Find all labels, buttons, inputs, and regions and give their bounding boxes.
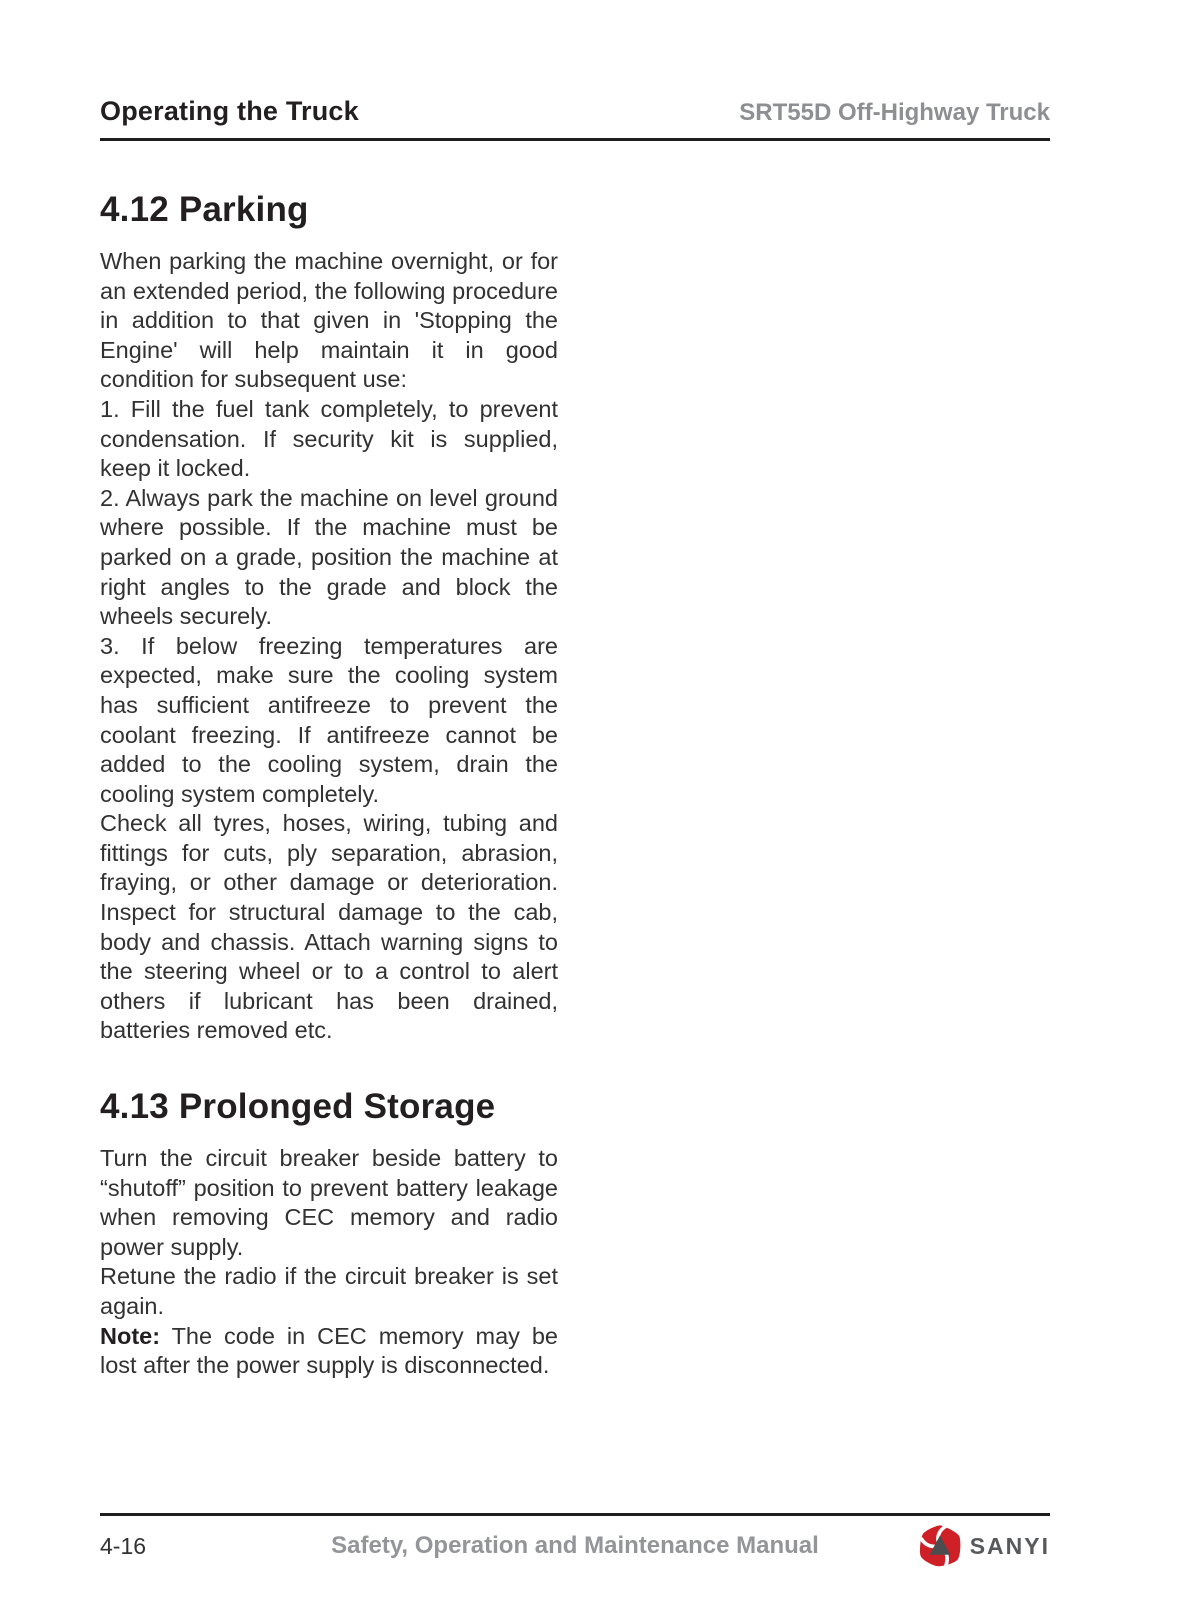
parking-item-2: 2. Always park the machine on level ground where possible. If the machine must be parked on a grade, position the machine at right angles to the grade and block the wheels securely. xyxy=(100,484,558,630)
storage-paragraph-1: Turn the circuit breaker beside battery to “shutoff” position to prevent battery leakage when removing CEC memory and radio power supply. xyxy=(100,1145,558,1260)
section-parking xyxy=(100,189,558,1046)
parking-intro-paragraph: When parking the machine overnight, or for an extended period, the following procedure in addition to that given in 'Stopping the Engine' will help maintain it in good condition for subsequent use: xyxy=(100,248,558,393)
section-heading-parking: 4.12 Parking xyxy=(100,190,309,229)
note-label: Note: xyxy=(100,1322,161,1349)
page-number: 4-16 xyxy=(100,1532,147,1559)
note-text: The code in CEC memory may be lost after the power supply is disconnected. xyxy=(100,1322,559,1379)
parking-item-1: 1. Fill the fuel tank completely, to prevent condensation. If security kit is supplied, keep it locked. xyxy=(100,395,558,482)
footer-manual-title: Safety, Operation and Maintenance Manual xyxy=(331,1532,819,1559)
storage-note-paragraph xyxy=(100,1322,558,1381)
page-footer xyxy=(100,1513,1050,1570)
parking-check-paragraph: Check all tyres, hoses, wiring, tubing and fittings for cuts, ply separation, abrasion, fraying, or other damage or deterioration. Inspect for structural damage to the cab, body and chassis. Attach warning signs to the steering wheel or to a control to alert others if lubricant has been drained, batteries removed etc. xyxy=(100,810,558,1044)
sanyi-emblem-icon xyxy=(918,1524,962,1568)
section-heading-prolonged-storage: 4.13 Prolonged Storage xyxy=(100,1087,496,1127)
header-doc-title: SRT55D Off-Highway Truck xyxy=(739,99,1050,126)
body-column xyxy=(100,189,558,1381)
section-prolonged-storage xyxy=(100,1086,558,1381)
page-content xyxy=(100,96,1050,1381)
sanyi-logo-text: SANYI xyxy=(969,1532,1050,1559)
parking-item-3: 3. If below freezing temperatures are expected, make sure the cooling system has sufficient antifreeze to prevent the coolant freezing. If antifreeze cannot be added to the cooling system, drain the cooling system completely. xyxy=(100,632,558,807)
footer-row xyxy=(100,1516,1050,1570)
storage-paragraph-2: Retune the radio if the circuit breaker is set again. xyxy=(100,1263,558,1319)
page-header xyxy=(100,96,1050,141)
sanyi-logo xyxy=(918,1524,1050,1568)
header-section-title: Operating the Truck xyxy=(100,96,359,126)
